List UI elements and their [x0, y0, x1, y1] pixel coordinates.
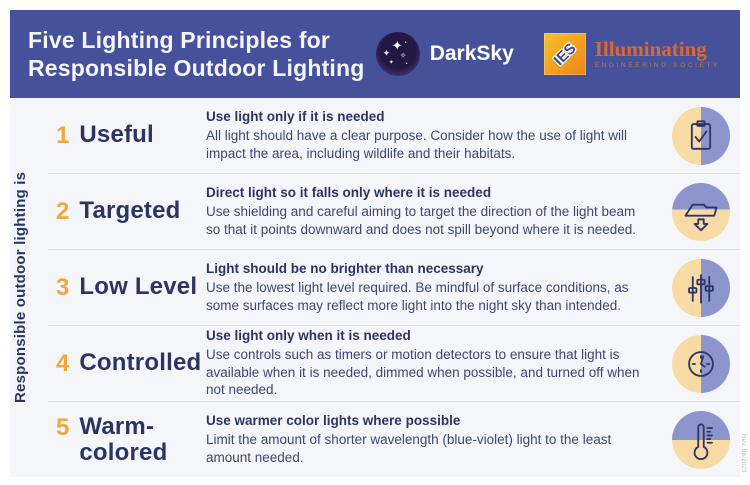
level-sliders-icon: [672, 259, 730, 317]
principles-list: [48, 98, 740, 477]
principle-row-useful: [48, 98, 740, 173]
revision-label: Rev. 06-2023: [740, 434, 747, 473]
principle-body: All light should have a clear purpose. Consider how the use of light will impact the area, including wildlife and their habitats.: [206, 127, 627, 161]
ies-name: Illuminating: [594, 36, 707, 61]
shielded-fixture-down-arrow-icon: [672, 183, 730, 241]
principle-title: Useful: [79, 120, 154, 148]
principle-heading: Use light only if it is needed: [206, 108, 385, 124]
ies-logo: [544, 33, 720, 75]
darksky-stars-icon: ✦ ✦ ✧ ✦ • •: [376, 32, 420, 76]
darksky-logo: [376, 32, 514, 76]
principle-body: Limit the amount of shorter wavelength (blue-violet) light to the least amount needed.: [206, 431, 612, 465]
principle-body: Use the lowest light level required. Be mindful of surface conditions, as some surfaces may reflect more light into the night sky than intended.: [206, 279, 629, 313]
sidebar-vertical-label: Responsible outdoor lighting is: [12, 171, 29, 404]
principle-number: 5: [56, 414, 70, 442]
page-title-line1: Five Lighting Principles for: [28, 26, 331, 53]
principle-row-warm-colored: [48, 401, 740, 477]
principle-title: Targeted: [79, 196, 181, 224]
principle-heading: Use light only when it is needed: [206, 327, 411, 343]
principle-title: Controlled: [79, 348, 202, 376]
header-banner: [10, 10, 740, 98]
principle-heading: Light should be no brighter than necessary: [206, 260, 484, 276]
principle-row-controlled: [48, 325, 740, 401]
ies-badge-icon: [544, 33, 586, 75]
logos: [376, 32, 720, 76]
principle-title: Warm-colored: [79, 413, 168, 466]
darksky-wordmark: DarkSky: [429, 42, 514, 65]
timer-clock-icon: [672, 335, 730, 393]
principle-title: Low Level: [79, 272, 198, 300]
clipboard-check-icon: [672, 107, 730, 165]
principle-body: Use controls such as timers or motion detectors to ensure that light is available when it is needed, dimmed when possible, and turned off when not needed.: [206, 346, 640, 398]
principle-number: 2: [56, 197, 70, 225]
principle-heading: Direct light so it falls only where it is needed: [206, 184, 492, 200]
page-title-line2: Responsible Outdoor Lighting: [28, 55, 365, 81]
thermometer-icon: [672, 411, 730, 469]
ies-abbr: IES: [550, 39, 580, 69]
principle-row-low-level: [48, 249, 740, 325]
principle-number: 1: [56, 121, 70, 149]
principle-number: 3: [56, 273, 70, 301]
infographic-poster: [10, 10, 747, 477]
principle-number: 4: [56, 349, 70, 377]
principle-body: Use shielding and careful aiming to target the direction of the light beam so that it points downward and does not spill beyond where it is needed.: [206, 203, 637, 237]
ies-wordmark: [594, 36, 720, 70]
ies-subtitle: ENGINEERING SOCIETY: [594, 61, 720, 69]
principle-row-targeted: [48, 173, 740, 249]
principles-panel: [10, 98, 747, 477]
page-title: [28, 26, 365, 82]
principle-heading: Use warmer color lights where possible: [206, 412, 461, 428]
